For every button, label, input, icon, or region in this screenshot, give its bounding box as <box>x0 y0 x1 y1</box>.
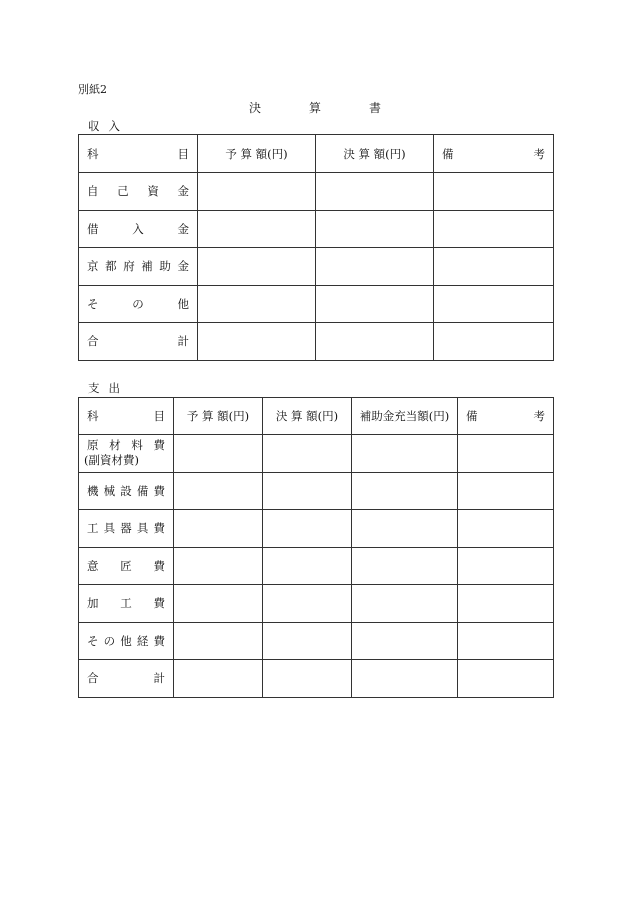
income-amount-cell <box>316 210 434 248</box>
expense-amount-cell <box>458 622 554 660</box>
expense-item-cell <box>79 472 174 510</box>
expense-item-cell <box>79 547 174 585</box>
income-table <box>78 134 554 361</box>
expense-amount-cell <box>174 660 263 698</box>
income-amount-cell <box>198 210 316 248</box>
expense-item-char: 原 <box>87 437 99 452</box>
income-item-char: 金 <box>177 221 189 236</box>
income-item-cell <box>79 323 198 361</box>
expense-amount-cell <box>263 435 352 473</box>
income-item-char: 助 <box>159 259 171 274</box>
expense-amount-cell <box>458 547 554 585</box>
income-item-cell <box>79 173 198 211</box>
expense-header-remarks: 備 考 <box>458 398 554 435</box>
income-amount-cell <box>316 248 434 286</box>
expense-amount-cell <box>263 622 352 660</box>
expense-item-char: 工 <box>87 521 99 536</box>
expense-amount-cell <box>352 622 458 660</box>
income-row <box>79 285 554 323</box>
income-item-char: 計 <box>177 334 189 349</box>
expense-amount-cell <box>352 472 458 510</box>
income-row <box>79 323 554 361</box>
expense-item-char: 械 <box>103 483 116 498</box>
expense-item-cell <box>79 510 174 548</box>
income-item-char: 合 <box>87 334 99 349</box>
income-item-char: そ <box>87 296 99 311</box>
expense-item-char: 備 <box>136 483 149 498</box>
expense-item-char: 材 <box>109 437 121 452</box>
expense-item-char: 匠 <box>120 558 132 573</box>
expense-item-char: 器 <box>120 521 132 536</box>
income-item-cell <box>79 210 198 248</box>
income-item-char: 資 <box>147 184 159 199</box>
expense-amount-cell <box>458 472 554 510</box>
expense-amount-cell <box>352 435 458 473</box>
expense-amount-cell <box>458 585 554 623</box>
expense-item-cell <box>79 435 174 473</box>
expense-amount-cell <box>352 585 458 623</box>
expense-row <box>79 660 554 698</box>
expense-section-label: 支出 <box>88 381 129 395</box>
expense-item-char: 経 <box>136 633 149 648</box>
income-row <box>79 210 554 248</box>
income-item-char: 都 <box>105 259 117 274</box>
title-char: 決 <box>248 101 261 115</box>
income-item-char: 金 <box>177 259 189 274</box>
expense-header-settlement: 決 算 額(円) <box>263 398 352 435</box>
income-amount-cell <box>198 323 316 361</box>
income-header-remarks: 備 考 <box>434 135 554 173</box>
income-amount-cell <box>198 173 316 211</box>
expense-row <box>79 435 554 473</box>
expense-amount-cell <box>458 510 554 548</box>
expense-item-char: 費 <box>153 483 165 498</box>
expense-item-char: 機 <box>87 483 99 498</box>
expense-amount-cell <box>174 510 263 548</box>
expense-item-char: 合 <box>87 671 99 686</box>
income-item-char: 己 <box>117 184 129 199</box>
expense-header-row <box>79 398 554 435</box>
title-char: 書 <box>369 101 382 115</box>
expense-row <box>79 622 554 660</box>
expense-amount-cell <box>352 510 458 548</box>
income-amount-cell <box>434 248 554 286</box>
expense-amount-cell <box>174 547 263 585</box>
expense-item-cell <box>79 585 174 623</box>
expense-item-char: 加 <box>87 596 99 611</box>
expense-item-char: の <box>103 633 116 648</box>
expense-item-subtitle: (副資材費) <box>84 453 139 468</box>
income-item-char: 府 <box>123 259 135 274</box>
expense-item-char: そ <box>87 633 99 648</box>
expense-item-char: 計 <box>153 671 165 686</box>
expense-amount-cell <box>174 622 263 660</box>
income-item-cell <box>79 285 198 323</box>
income-item-char: 入 <box>132 221 144 236</box>
expense-item-char: 費 <box>153 558 165 573</box>
expense-item-char: 工 <box>120 596 132 611</box>
expense-amount-cell <box>458 660 554 698</box>
expense-item-char: 費 <box>153 596 165 611</box>
expense-table <box>78 397 554 698</box>
document-title <box>78 99 552 116</box>
income-item-char: 京 <box>87 259 99 274</box>
income-row <box>79 248 554 286</box>
expense-row <box>79 585 554 623</box>
expense-item-char: 料 <box>131 437 143 452</box>
income-item-char: 金 <box>177 184 189 199</box>
expense-item-char: 具 <box>136 521 149 536</box>
income-header-settlement: 決 算 額(円) <box>316 135 434 173</box>
expense-item-cell <box>79 622 174 660</box>
income-row <box>79 173 554 211</box>
income-amount-cell <box>316 285 434 323</box>
income-amount-cell <box>434 323 554 361</box>
income-item-char: 自 <box>87 184 99 199</box>
expense-header-item: 科 目 <box>79 398 174 435</box>
income-item-char: の <box>132 296 144 311</box>
income-item-char: 借 <box>87 221 99 236</box>
expense-item-char: 他 <box>120 633 132 648</box>
income-amount-cell <box>434 210 554 248</box>
expense-row <box>79 472 554 510</box>
expense-item-char: 費 <box>153 633 165 648</box>
expense-amount-cell <box>352 547 458 585</box>
income-header-item: 科 目 <box>79 135 198 173</box>
expense-amount-cell <box>458 435 554 473</box>
income-amount-cell <box>316 173 434 211</box>
expense-amount-cell <box>174 435 263 473</box>
annex-label: 別紙2 <box>78 83 107 96</box>
expense-amount-cell <box>174 472 263 510</box>
income-amount-cell <box>434 285 554 323</box>
income-item-char: 補 <box>141 259 153 274</box>
expense-header-subsidy: 補助金充当額(円) <box>352 398 458 435</box>
expense-amount-cell <box>263 585 352 623</box>
expense-header-budget: 予 算 額(円) <box>174 398 263 435</box>
expense-item-char: 費 <box>153 521 165 536</box>
income-header-budget: 予 算 額(円) <box>198 135 316 173</box>
title-char: 算 <box>308 101 321 115</box>
expense-amount-cell <box>263 547 352 585</box>
expense-amount-cell <box>263 510 352 548</box>
expense-amount-cell <box>352 660 458 698</box>
expense-item-char: 費 <box>153 437 165 452</box>
income-item-char: 他 <box>177 296 189 311</box>
expense-row <box>79 547 554 585</box>
income-header-row <box>79 135 554 173</box>
expense-item-char: 具 <box>103 521 116 536</box>
income-section-label: 収入 <box>88 119 129 133</box>
expense-item-cell <box>79 660 174 698</box>
income-item-cell <box>79 248 198 286</box>
income-amount-cell <box>198 248 316 286</box>
income-amount-cell <box>198 285 316 323</box>
expense-amount-cell <box>263 472 352 510</box>
expense-amount-cell <box>174 585 263 623</box>
income-amount-cell <box>434 173 554 211</box>
expense-item-char: 設 <box>120 483 132 498</box>
expense-row <box>79 510 554 548</box>
expense-item-char: 意 <box>87 558 99 573</box>
income-amount-cell <box>316 323 434 361</box>
expense-amount-cell <box>263 660 352 698</box>
